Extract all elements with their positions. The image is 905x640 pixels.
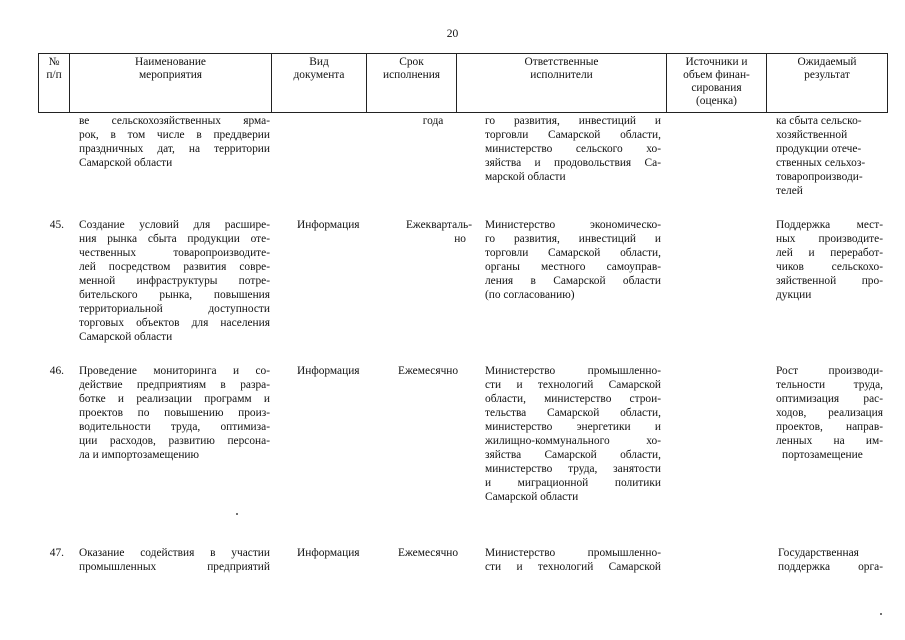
row-45-name: Создание условий для расшире- ния рынка сбыта продукции оте- чественных товаропроизводите- лей посредством развития совре- менной инфраструктуры потре- бительского рынка, повышения территориальной доступности торговых объектов для населения Самарской области <box>79 219 270 343</box>
header-result: Ожидаемый результат <box>797 56 857 81</box>
continued-resp: го развития, инвестиций и торговли Самарской области, министерство сельского хо- зяйства и продовольствия Са- марской области <box>485 115 661 183</box>
row-46-doc: Информация <box>297 365 360 377</box>
row-45-result: Поддержка мест- ных производите- лей и переработ- чиков сельскохо- зяйственной про- дукции <box>776 219 883 301</box>
row-45-term: Ежекварталь- но <box>405 219 472 245</box>
header-fin: Источники и объем финан- сирования (оценка) <box>683 56 750 107</box>
header-doc: Вид документа <box>293 56 345 81</box>
row-47-name: Оказание содействия в участии промышленных предприятий <box>79 547 270 573</box>
row-45-resp: Министерство экономическо- го развития, инвестиций и торговли Самарской области, органы местного самоуправ- ления в Самарской области (по согласованию) <box>485 219 661 301</box>
header-term: Срок исполнения <box>382 56 441 81</box>
header-bottom-border <box>38 112 888 113</box>
row-46-resp: Министерство промышленно- сти и технологий Самарской области, министерство строи- тельства Самарской области, министерство энергетики и жилищно-коммунального хо- зяйства Самарской области, министерство труда, занятости и миграционной политики Самарской области <box>485 365 661 503</box>
row-45-doc: Информация <box>297 219 360 231</box>
header-top-border <box>38 53 888 54</box>
continued-term: года <box>422 115 444 127</box>
row-47-result: Государственная поддержка орга- <box>778 547 883 573</box>
continued-name: ве сельскохозяйственных ярма- рок, в том числе в преддверии праздничных дат, на территории Самарской области <box>79 115 270 169</box>
row-46-name: Проведение мониторинга и со- действие предприятиям в разра- ботке и реализации программ и проектов по повышению произ- водительности труда, оптимиза- ции расходов, развитию персона- ла и импортозамещению <box>79 365 270 461</box>
table-header <box>38 53 888 113</box>
row-47-term: Ежемесячно <box>398 547 459 559</box>
scan-speck <box>880 613 882 615</box>
header-name: Наименование мероприятия <box>135 56 206 81</box>
row-47-doc: Информация <box>297 547 360 559</box>
row-46-number: 46. <box>49 365 64 377</box>
row-46-term: Ежемесячно <box>398 365 459 377</box>
row-45-number: 45. <box>49 219 64 231</box>
row-47-resp: Министерство промышленно- сти и технологий Самарской <box>485 547 661 573</box>
page-number: 20 <box>446 28 459 40</box>
continued-result: ка сбыта сельско- хозяйственной продукции отече- ственных сельхоз- товаропроизводи- телей <box>776 115 866 197</box>
row-46-result: Рост производи- тельности труда, оптимизация рас- ходов, реализация проектов, направ- ленных на им- портозамещение <box>776 365 883 461</box>
header-resp: Ответственные исполнители <box>524 56 599 81</box>
header-divider <box>887 53 888 113</box>
scan-speck <box>236 513 238 515</box>
header-num: № п/п <box>46 56 62 81</box>
row-47-number: 47. <box>49 547 64 559</box>
